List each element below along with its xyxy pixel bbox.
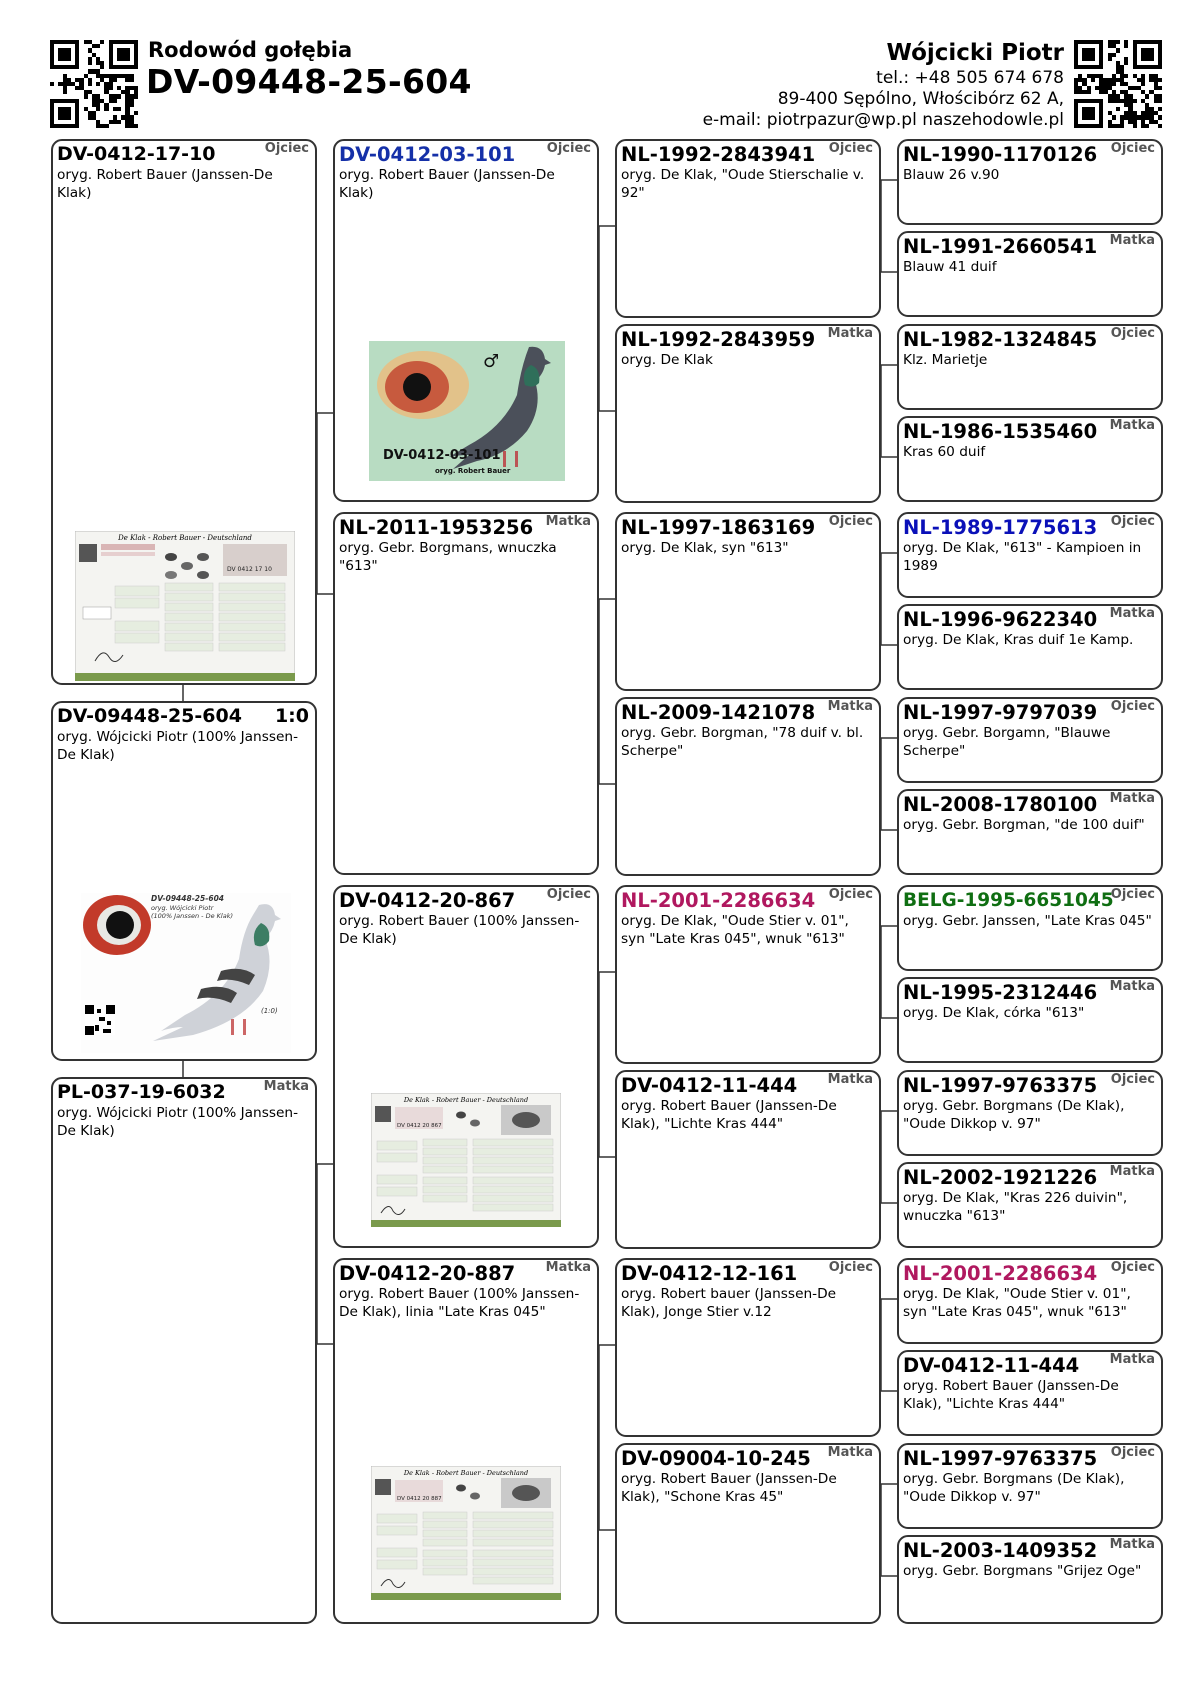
gen3-sex-3: Ojciec <box>828 514 873 529</box>
gen4-card-10[interactable] <box>897 977 1163 1063</box>
gen3-ring-4: NL-2009-1421078 <box>621 701 816 724</box>
gen4-ring-9: BELG-1995-6651045 <box>903 890 1114 911</box>
pigeon-ring-number: DV-09448-25-604 <box>146 62 472 101</box>
main-photo-breeder: oryg. Wójcicki Piotr <box>151 904 214 912</box>
gen4-card-8[interactable] <box>897 789 1163 875</box>
main-score: 1:0 <box>274 705 309 727</box>
gen2-card-2[interactable] <box>333 512 599 875</box>
gen4-ring-3: NL-1982-1324845 <box>903 328 1098 351</box>
gen3-card-2[interactable] <box>615 324 881 503</box>
gen4-sex-16: Matka <box>1109 1537 1155 1552</box>
gen2-card-1[interactable] <box>333 139 599 502</box>
gen4-desc-9: oryg. Gebr. Janssen, "Late Kras 045" <box>903 913 1152 929</box>
gen4-sex-14: Matka <box>1109 1352 1155 1367</box>
gen3-sex-4: Matka <box>827 699 873 714</box>
gen4-sex-9: Ojciec <box>1110 887 1155 902</box>
gen3-ring-2: NL-1992-2843959 <box>621 328 816 351</box>
gen4-ring-13: NL-2001-2286634 <box>903 1262 1098 1285</box>
main-ring: DV-09448-25-604 <box>57 705 242 727</box>
gen4-ring-6: NL-1996-9622340 <box>903 608 1098 631</box>
gen3-desc-7: oryg. Robert bauer (Janssen-De Klak), Jonge Stier v.12 <box>621 1286 837 1320</box>
main-photo-line: (100% Janssen - De Klak) <box>151 912 233 920</box>
gen4-desc-3: Klz. Marietje <box>903 352 988 368</box>
father-description: oryg. Robert Bauer (Janssen-De Klak) <box>57 167 273 201</box>
gen3-card-8[interactable] <box>615 1443 881 1624</box>
gen3-card-7[interactable] <box>615 1258 881 1437</box>
breeder-contact: e-mail: piotrpazur@wp.pl naszehodowle.pl <box>702 110 1064 130</box>
gen4-sex-3: Ojciec <box>1110 326 1155 341</box>
gen4-ring-8: NL-2008-1780100 <box>903 793 1098 816</box>
gen4-desc-7: oryg. Gebr. Borgamn, "Blauwe Scherpe" <box>903 725 1111 759</box>
father-doc-ring: DV 0412 17 10 <box>227 566 272 573</box>
gen2-doc-title-4: De Klak - Robert Bauer - Deutschland <box>403 1469 529 1477</box>
gen4-sex-11: Ojciec <box>1110 1072 1155 1087</box>
gen2-doc-ring-4: DV 0412 20 887 <box>397 1496 442 1502</box>
gen3-ring-3: NL-1997-1863169 <box>621 516 816 539</box>
gen2-ring-1: DV-0412-03-101 <box>339 143 516 166</box>
gen4-desc-11: oryg. Gebr. Borgmans (De Klak), "Oude Dikkop v. 97" <box>903 1098 1125 1132</box>
gen4-sex-7: Ojciec <box>1110 699 1155 714</box>
gen4-ring-7: NL-1997-9797039 <box>903 701 1098 724</box>
gen2-ring-3: DV-0412-20-867 <box>339 889 516 912</box>
gen2-pigeon-photo-1[interactable] <box>369 341 565 481</box>
gen2-sex-3: Ojciec <box>546 887 591 902</box>
gen4-desc-12: oryg. De Klak, "Kras 226 duivin", wnuczka "613" <box>903 1190 1128 1224</box>
gen2-desc-1: oryg. Robert Bauer (Janssen-De Klak) <box>339 167 555 201</box>
main-photo-score: (1:0) <box>261 1007 278 1015</box>
gen4-desc-10: oryg. De Klak, córka "613" <box>903 1005 1085 1021</box>
gen4-desc-5: oryg. De Klak, "613" - Kampioen in 1989 <box>903 540 1142 574</box>
gen4-desc-6: oryg. De Klak, Kras duif 1e Kamp. <box>903 632 1134 648</box>
gen4-sex-15: Ojciec <box>1110 1445 1155 1460</box>
gen3-sex-7: Ojciec <box>828 1260 873 1275</box>
gen4-desc-8: oryg. Gebr. Borgman, "de 100 duif" <box>903 817 1145 833</box>
gen2-photo-breeder-1: oryg. Robert Bauer <box>435 467 511 475</box>
pedigree-title: Rodowód gołębia <box>148 38 353 62</box>
gen3-card-3[interactable] <box>615 512 881 691</box>
gen4-desc-4: Kras 60 duif <box>903 444 986 460</box>
gen4-ring-4: NL-1986-1535460 <box>903 420 1098 443</box>
gen4-sex-2: Matka <box>1109 233 1155 248</box>
gen2-photo-ring-1: DV-0412-03-101 <box>383 448 501 463</box>
gen4-card-12[interactable] <box>897 1162 1163 1248</box>
breeder-phone: tel.: +48 505 674 678 <box>876 68 1064 88</box>
gen4-card-13[interactable] <box>897 1258 1163 1344</box>
gen2-pedigree-document-4[interactable] <box>371 1466 561 1600</box>
gen4-ring-12: NL-2002-1921226 <box>903 1166 1098 1189</box>
gen4-sex-8: Matka <box>1109 791 1155 806</box>
gen2-desc-3: oryg. Robert Bauer (100% Janssen-De Klak) <box>339 913 580 947</box>
gen3-sex-1: Ojciec <box>828 141 873 156</box>
gen3-card-6[interactable] <box>615 1070 881 1249</box>
gen4-card-5[interactable] <box>897 512 1163 598</box>
father-sex-label: Ojciec <box>264 141 309 156</box>
gen3-desc-1: oryg. De Klak, "Oude Stierschalie v. 92" <box>621 167 865 201</box>
gen4-desc-13: oryg. De Klak, "Oude Stier v. 01", syn "Late Kras 045", wnuk "613" <box>903 1286 1131 1320</box>
gen2-card-4[interactable] <box>333 1258 599 1624</box>
gen4-card-11[interactable] <box>897 1070 1163 1156</box>
gen4-ring-16: NL-2003-1409352 <box>903 1539 1098 1562</box>
breeder-name: Wójcicki Piotr <box>886 40 1064 66</box>
gen4-desc-2: Blauw 41 duif <box>903 259 997 275</box>
gen4-card-6[interactable] <box>897 604 1163 690</box>
gen4-card-9[interactable] <box>897 885 1163 971</box>
gen2-doc-ring-3: DV 0412 20 867 <box>397 1123 442 1129</box>
gen4-ring-5: NL-1989-1775613 <box>903 516 1098 539</box>
gen4-desc-14: oryg. Robert Bauer (Janssen-De Klak), "Lichte Kras 444" <box>903 1378 1119 1412</box>
mother-card[interactable] <box>51 1077 317 1624</box>
gen3-desc-8: oryg. Robert Bauer (Janssen-De Klak), "Schone Kras 45" <box>621 1471 837 1505</box>
gen4-card-1[interactable] <box>897 139 1163 225</box>
gen3-desc-2: oryg. De Klak <box>621 352 713 368</box>
mother-description: oryg. Wójcicki Piotr (100% Janssen-De Klak) <box>57 1105 299 1139</box>
gen3-card-1[interactable] <box>615 139 881 318</box>
breeder-address: 89-400 Sępólno, Włościbórz 62 A, <box>777 89 1064 109</box>
gen2-ring-4: DV-0412-20-887 <box>339 1262 516 1285</box>
gen4-card-7[interactable] <box>897 697 1163 783</box>
gen4-ring-10: NL-1995-2312446 <box>903 981 1098 1004</box>
gen2-ring-2: NL-2011-1953256 <box>339 516 534 539</box>
gen2-pedigree-document-3[interactable] <box>371 1093 561 1227</box>
gen2-sex-1: Ojciec <box>546 141 591 156</box>
father-ring: DV-0412-17-10 <box>57 143 216 165</box>
gen4-ring-1: NL-1990-1170126 <box>903 143 1098 166</box>
gen4-card-3[interactable] <box>897 324 1163 410</box>
gen2-doc-title-3: De Klak - Robert Bauer - Deutschland <box>403 1096 529 1104</box>
gen3-ring-6: DV-0412-11-444 <box>621 1074 798 1097</box>
gen3-sex-5: Ojciec <box>828 887 873 902</box>
gen3-desc-5: oryg. De Klak, "Oude Stier v. 01", syn "Late Kras 045", wnuk "613" <box>621 913 849 947</box>
gen4-ring-14: DV-0412-11-444 <box>903 1354 1080 1377</box>
gen2-sex-4: Matka <box>545 1260 591 1275</box>
gen4-sex-10: Matka <box>1109 979 1155 994</box>
gen3-ring-8: DV-09004-10-245 <box>621 1447 811 1470</box>
male-symbol-icon: ♂ <box>483 351 500 372</box>
gen3-desc-6: oryg. Robert Bauer (Janssen-De Klak), "Lichte Kras 444" <box>621 1098 837 1132</box>
gen4-ring-11: NL-1997-9763375 <box>903 1074 1098 1097</box>
gen4-card-15[interactable] <box>897 1443 1163 1529</box>
gen4-sex-13: Ojciec <box>1110 1260 1155 1275</box>
gen3-desc-3: oryg. De Klak, syn "613" <box>621 540 789 556</box>
gen4-card-14[interactable] <box>897 1350 1163 1436</box>
main-photo-ring: DV-09448-25-604 <box>151 894 225 903</box>
gen3-sex-8: Matka <box>827 1445 873 1460</box>
gen4-sex-6: Matka <box>1109 606 1155 621</box>
gen3-sex-6: Matka <box>827 1072 873 1087</box>
gen4-sex-4: Matka <box>1109 418 1155 433</box>
gen4-ring-15: NL-1997-9763375 <box>903 1447 1098 1470</box>
gen3-card-4[interactable] <box>615 697 881 876</box>
gen3-sex-2: Matka <box>827 326 873 341</box>
main-pigeon-card[interactable] <box>51 701 317 1061</box>
mother-sex-label: Matka <box>263 1079 309 1094</box>
gen3-ring-1: NL-1992-2843941 <box>621 143 816 166</box>
gen4-desc-16: oryg. Gebr. Borgmans "Grijez Oge" <box>903 1563 1142 1579</box>
gen4-card-4[interactable] <box>897 416 1163 502</box>
father-pedigree-document[interactable] <box>75 531 295 681</box>
father-card[interactable] <box>51 139 317 685</box>
gen4-card-2[interactable] <box>897 231 1163 317</box>
gen2-sex-2: Matka <box>545 514 591 529</box>
gen3-ring-7: DV-0412-12-161 <box>621 1262 798 1285</box>
gen4-card-16[interactable] <box>897 1535 1163 1624</box>
gen3-ring-5: NL-2001-2286634 <box>621 889 816 912</box>
gen4-sex-1: Ojciec <box>1110 141 1155 156</box>
gen2-desc-2: oryg. Gebr. Borgmans, wnuczka "613" <box>339 540 557 574</box>
gen4-desc-15: oryg. Gebr. Borgmans (De Klak), "Oude Dikkop v. 97" <box>903 1471 1125 1505</box>
main-description: oryg. Wójcicki Piotr (100% Janssen-De Klak) <box>57 729 299 763</box>
gen4-desc-1: Blauw 26 v.90 <box>903 167 1000 183</box>
gen4-sex-5: Ojciec <box>1110 514 1155 529</box>
gen2-desc-4: oryg. Robert Bauer (100% Janssen-De Klak), linia "Late Kras 045" <box>339 1286 580 1320</box>
gen4-sex-12: Matka <box>1109 1164 1155 1179</box>
gen3-card-5[interactable] <box>615 885 881 1064</box>
gen2-card-3[interactable] <box>333 885 599 1248</box>
gen3-desc-4: oryg. Gebr. Borgman, "78 duif v. bl. Scherpe" <box>621 725 864 759</box>
main-pigeon-photo[interactable] <box>81 893 291 1053</box>
gen4-ring-2: NL-1991-2660541 <box>903 235 1098 258</box>
father-doc-title: De Klak - Robert Bauer - Deutschland <box>118 534 252 542</box>
mother-ring: PL-037-19-6032 <box>57 1081 226 1103</box>
